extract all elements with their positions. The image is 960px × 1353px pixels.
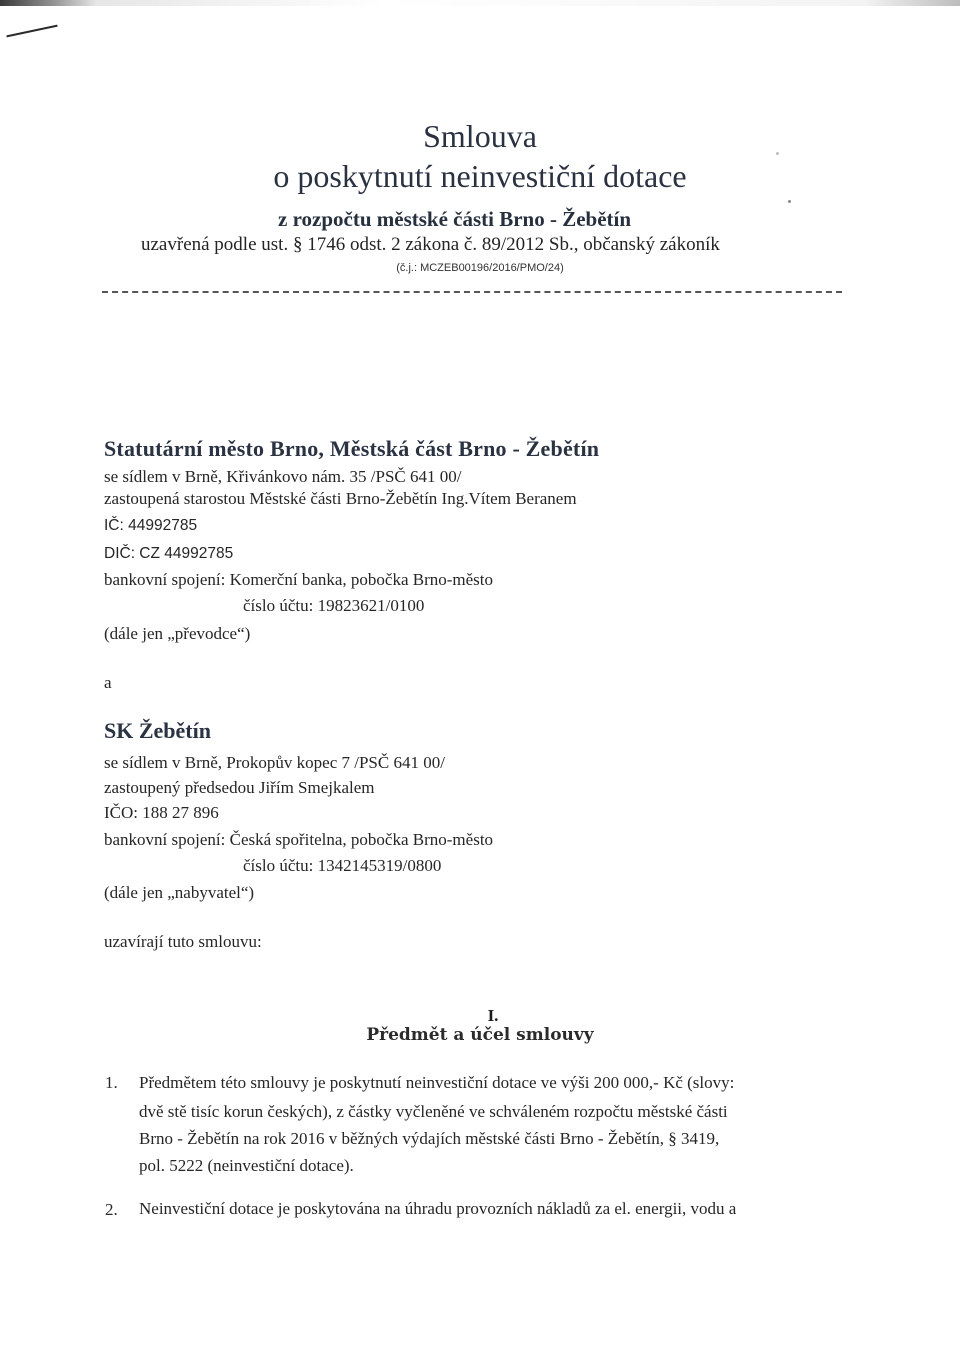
transferor-seat: se sídlem v Brně, Křivánkovo nám. 35 /PSČ 641 00/ [104, 467, 462, 486]
paragraph-number: 1. [105, 1073, 118, 1092]
closing-statement: uzavírají tuto smlouvu: [104, 932, 262, 951]
conjunction: a [104, 673, 112, 692]
paragraph-number: 2. [105, 1200, 118, 1219]
recipient-seat: se sídlem v Brně, Prokopův kopec 7 /PSČ 641 00/ [104, 753, 445, 772]
document-title: Smlouva [423, 118, 537, 154]
paragraph-line: dvě stě tisíc korun českých), z částky vyčleněné ve schváleném rozpočtu městské části [139, 1102, 728, 1121]
budget-source: z rozpočtu městské části Brno - Žebětín [278, 207, 632, 231]
header-divider [102, 291, 842, 293]
reference-number: (č.j.: MCZEB00196/2016/PMO/24) [396, 262, 564, 274]
transferor-ic: IČ: 44992785 [104, 517, 198, 534]
recipient-ico: IČO: 188 27 896 [104, 803, 219, 822]
scan-edge [0, 0, 960, 6]
paragraph-line: pol. 5222 (neinvestiční dotace). [139, 1156, 354, 1175]
recipient-alias: (dále jen „nabyvatel“) [104, 883, 255, 902]
recipient-account: číslo účtu: 1342145319/0800 [243, 856, 442, 875]
recipient-bank: bankovní spojení: Česká spořitelna, pobočka Brno-město [104, 830, 494, 849]
paragraph-line: Předmětem této smlouvy je poskytnutí neinvestiční dotace ve výši 200 000,- Kč (slovy: [139, 1073, 735, 1092]
scan-mark [6, 25, 57, 38]
transferor-dic: DIČ: CZ 44992785 [104, 545, 234, 562]
recipient-represented: zastoupený předsedou Jiřím Smejkalem [104, 778, 375, 797]
transferor-alias: (dále jen „převodce“) [104, 624, 251, 643]
paragraph-line: Neinvestiční dotace je poskytována na úhradu provozních nákladů za el. energii, vodu a [139, 1199, 737, 1218]
section-number: I. [487, 1006, 499, 1025]
transferor-represented: zastoupená starostou Městské části Brno-Žebětín Ing.Vítem Beranem [104, 489, 577, 508]
document-subtitle: o poskytnutí neinvestiční dotace [273, 158, 687, 194]
transferor-account: číslo účtu: 19823621/0100 [243, 596, 425, 615]
scan-speck [788, 200, 791, 203]
recipient-name: SK Žebětín [104, 718, 211, 743]
paragraph-line: Brno - Žebětín na rok 2016 v běžných výdajích městské části Brno - Žebětín, § 3419, [139, 1129, 720, 1148]
section-title: Předmět a účel smlouvy [366, 1025, 594, 1045]
transferor-name: Statutární město Brno, Městská část Brno - Žebětín [104, 436, 600, 461]
transferor-bank: bankovní spojení: Komerční banka, pobočka Brno-město [104, 570, 494, 589]
legal-basis: uzavřená podle ust. § 1746 odst. 2 zákona č. 89/2012 Sb., občanský zákoník [141, 234, 720, 255]
